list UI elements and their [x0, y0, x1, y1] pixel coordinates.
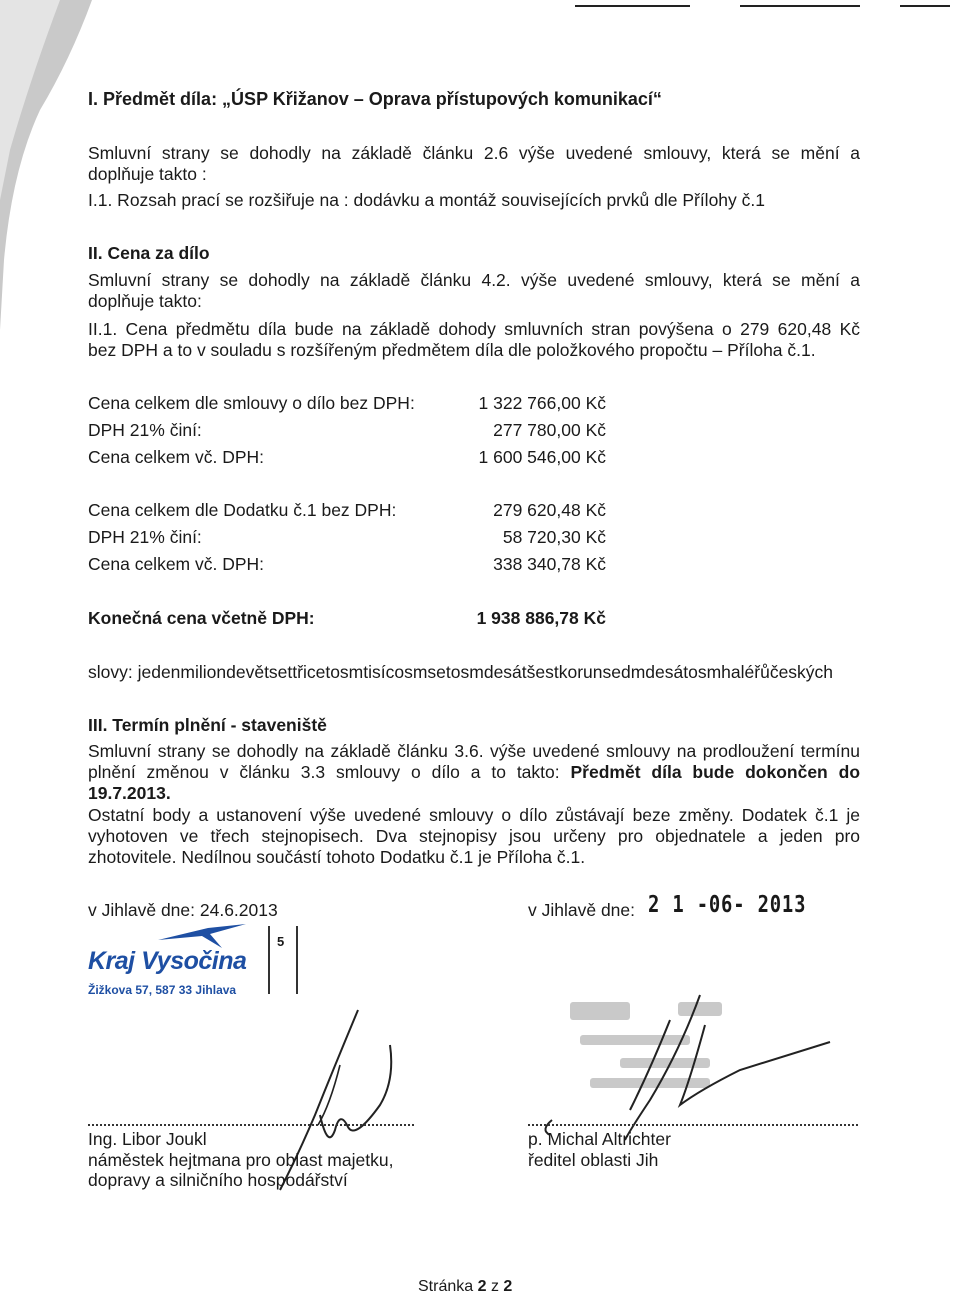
section2-intro-line1: Smluvní strany se dohodly na základě článku 4.2. výše uvedené smlouvy, která se mění a [88, 270, 860, 290]
stamp-logo-text: Kraj Vysočina [88, 947, 247, 975]
scan-edge-line [740, 5, 860, 7]
section2-intro-line2: doplňuje takto: [88, 291, 202, 311]
price-value: 1 322 766,00 Kč [478, 393, 606, 413]
stamp-vertical-rule [296, 926, 298, 994]
section2-intro [88, 270, 860, 312]
page-heading [88, 89, 662, 110]
section3-title: III. Termín plnění - staveniště [88, 715, 327, 735]
right-place-date: v Jihlavě dne: [528, 900, 636, 920]
final-price-label: Konečná cena včetně DPH: [88, 608, 315, 628]
left-signatory-role: náměstek hejtmana pro oblast majetku, [88, 1150, 394, 1170]
page-prefix: Stránka [418, 1278, 478, 1295]
section1-intro-line1: Smluvní strany se dohodly na základě článku 2.6 výše uvedené smlouvy, která se mění a [88, 143, 860, 163]
completion-statement: Předmět díla bude dokončen do [570, 762, 861, 782]
section3-p1-line2 [88, 762, 860, 783]
scan-edge-line [575, 5, 690, 7]
section3-p2-line2: vyhotoven ve třech stejnopisech. Dva stejnopisy jsou určeny pro objednatele a jeden pro [88, 826, 860, 846]
price-value: 338 340,78 Kč [493, 554, 606, 574]
price-label: Cena celkem vč. DPH: [88, 447, 265, 467]
price-value: 277 780,00 Kč [493, 420, 606, 440]
scan-shadow [0, 0, 95, 420]
right-signatory-name: p. Michal Altrichter [528, 1129, 671, 1149]
section1-item: I.1. Rozsah prací se rozšiřuje na : dodávku a montáž souvisejících prvků dle Přílohy č.1 [88, 190, 765, 210]
stamp-vertical-rule [268, 926, 270, 994]
right-signature [530, 990, 850, 1150]
section2-title: II. Cena za dílo [88, 243, 210, 263]
received-date-stamp: 2 1 -06- 2013 [648, 892, 807, 918]
left-signatory-role: dopravy a silničního hospodářství [88, 1170, 348, 1190]
stamp-number: 5 [277, 934, 285, 949]
current-page: 2 [477, 1278, 487, 1295]
section1-intro-line2: doplňuje takto : [88, 164, 207, 184]
section1-intro [88, 143, 860, 185]
section2-item [88, 319, 860, 361]
heading-prefix: I. [88, 89, 99, 109]
left-signature-line [88, 1124, 414, 1126]
section3-p2-line3: zhotovitele. Nedílnou součástí tohoto Dodatku č.1 je Příloha č.1. [88, 847, 586, 867]
price-value: 279 620,48 Kč [493, 500, 606, 520]
completion-date: 19.7.2013. [88, 783, 171, 803]
price-value: 58 720,30 Kč [502, 527, 606, 547]
price-value: 1 600 546,00 Kč [478, 447, 606, 467]
page-mid: z [486, 1278, 504, 1295]
price-label: DPH 21% činí: [88, 420, 202, 440]
price-label: Cena celkem vč. DPH: [88, 554, 265, 574]
section2-item-line1: II.1. Cena předmětu díla bude na základě dohody smluvních stran povýšena o 279 620,48 Kč [88, 319, 860, 339]
right-signatory-role: ředitel oblasti Jih [528, 1150, 659, 1170]
section3-p1-line1: Smluvní strany se dohodly na základě článku 3.6. výše uvedené smlouvy na prodloužení termínu [88, 741, 860, 761]
right-signature-line [528, 1124, 858, 1126]
left-signatory-name: Ing. Libor Joukl [88, 1129, 207, 1149]
heading-title: Předmět díla: „ÚSP Křižanov – Oprava přístupových komunikací“ [103, 89, 662, 109]
page-number [418, 1278, 512, 1296]
total-pages: 2 [503, 1278, 513, 1295]
section3-paragraph2 [88, 805, 860, 868]
section2-item-line2: bez DPH a to v souladu s rozšířeným předmětem díla dle položkového propočtu – Příloha č.1. [88, 340, 816, 360]
price-in-words: slovy: jedenmiliondevětsettřicetosmtisícosmsetosmdesátšestkorunsedmdesátosmhaléřůčeských [88, 662, 834, 682]
stamp-address: Žižkova 57, 587 33 Jihlava [88, 983, 237, 997]
left-place-date: v Jihlavě dne: 24.6.2013 [88, 900, 278, 920]
price-label: Cena celkem dle smlouvy o dílo bez DPH: [88, 393, 415, 413]
scan-edge-line [900, 5, 950, 7]
section3-p2-line1: Ostatní body a ustanovení výše uvedené smlouvy o dílo zůstávají beze změny. Dodatek č.1 je [88, 805, 860, 825]
section3-p1-line2-text: plnění změnou v článku 3.3 smlouvy o dílo a to takto: [88, 762, 571, 782]
final-price-value: 1 938 886,78 Kč [476, 608, 606, 628]
price-label: DPH 21% činí: [88, 527, 202, 547]
price-label: Cena celkem dle Dodatku č.1 bez DPH: [88, 500, 397, 520]
section3-paragraph1 [88, 741, 860, 804]
